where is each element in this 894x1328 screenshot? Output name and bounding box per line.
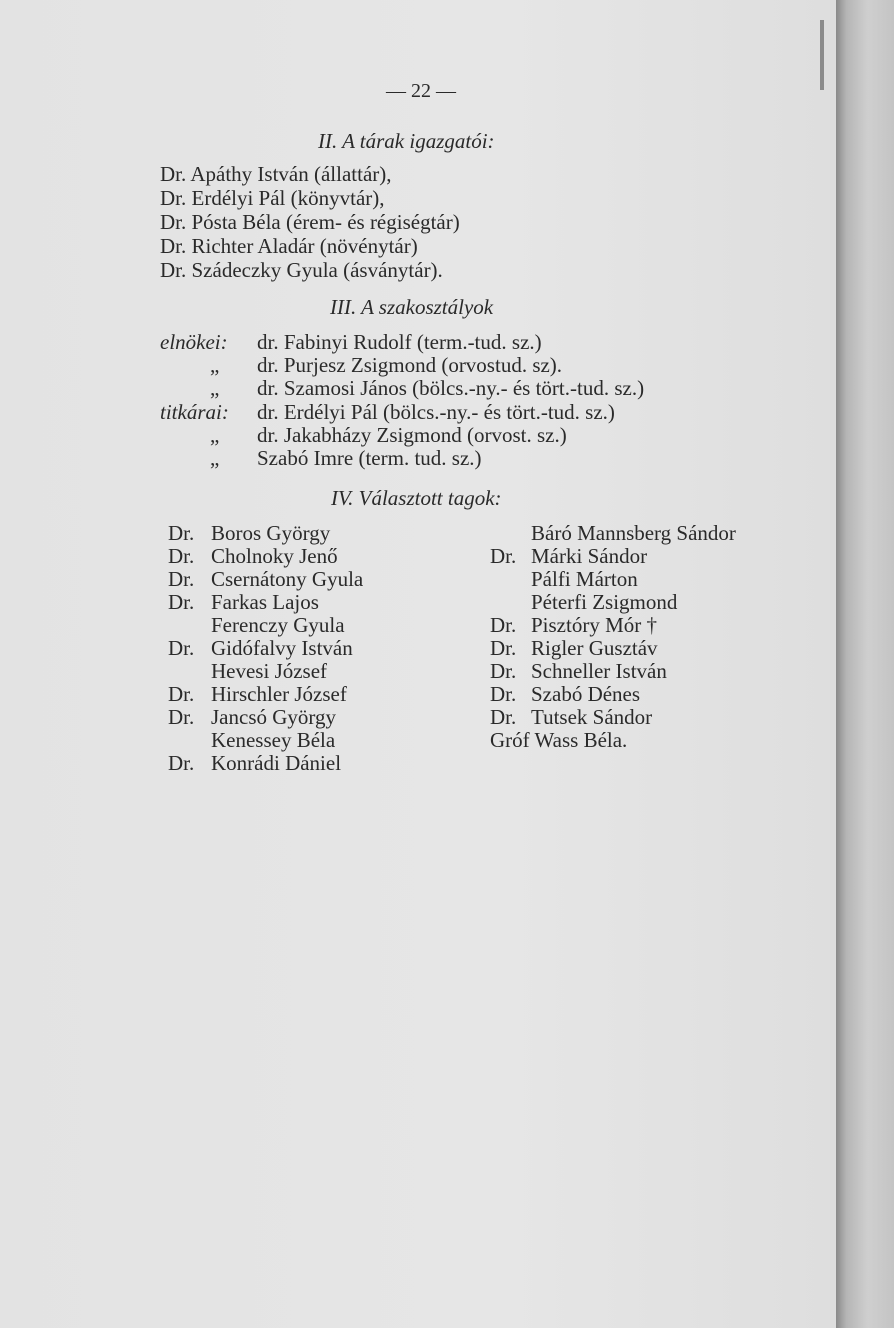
member-prefix: Dr. (168, 521, 195, 545)
section-row-text: dr. Purjesz Zsigmond (orvostud. sz). (257, 353, 563, 377)
member-prefix: Dr. (168, 567, 195, 591)
member-prefix: Dr. (490, 636, 517, 660)
page-number: — 22 — (386, 80, 456, 102)
section-ii-heading: II. A tárak igazgatói: (318, 129, 495, 153)
section-row-text: dr. Szamosi János (bölcs.-ny.- és tört.-tud. sz.) (257, 376, 645, 400)
member-name: Ferenczy Gyula (211, 613, 345, 637)
member-prefix: Dr. (490, 659, 517, 683)
member-name: Tutsek Sándor (531, 705, 653, 729)
member-name: Rigler Gusztáv (531, 636, 658, 660)
ditto-mark: „ (210, 446, 220, 470)
section-row-label: elnökei: (160, 330, 228, 354)
section-row-text: dr. Jakabházy Zsigmond (orvost. sz.) (257, 423, 567, 447)
member-prefix: Dr. (168, 751, 195, 775)
section-iii-heading: III. A szakosztályok (330, 295, 494, 319)
ditto-mark: „ (210, 423, 220, 447)
section-row-text: dr. Fabinyi Rudolf (term.-tud. sz.) (257, 330, 542, 354)
member-prefix: Dr. (168, 705, 195, 729)
member-name: Pálfi Márton (531, 567, 638, 591)
member-prefix: Dr. (168, 636, 195, 660)
member-name: Schneller István (531, 659, 667, 683)
member-name: Szabó Dénes (531, 682, 641, 706)
member-name: Cholnoky Jenő (211, 544, 338, 568)
member-name: Boros György (211, 521, 331, 545)
member-name: Hirschler József (211, 682, 347, 706)
member-name: Farkas Lajos (211, 590, 319, 614)
member-prefix: Dr. (168, 544, 195, 568)
director-line: Dr. Richter Aladár (növénytár) (160, 234, 418, 258)
member-name: Jancsó György (211, 705, 337, 729)
member-name: Márki Sándor (531, 544, 648, 568)
member-name: Pisztóry Mór † (531, 613, 657, 637)
member-name: Péterfi Zsigmond (531, 590, 678, 614)
director-line: Dr. Pósta Béla (érem- és régiségtár) (160, 210, 460, 234)
ditto-mark: „ (210, 353, 220, 377)
section-iv-heading: IV. Választott tagok: (331, 486, 502, 510)
section-row-text: Szabó Imre (term. tud. sz.) (257, 446, 482, 470)
ditto-mark: „ (210, 376, 220, 400)
member-prefix: Dr. (168, 682, 195, 706)
member-name: Hevesi József (211, 659, 328, 683)
member-prefix: Dr. (490, 613, 517, 637)
book-gutter (836, 0, 894, 1328)
section-row-text: dr. Erdélyi Pál (bölcs.-ny.- és tört.-tud. sz.) (257, 400, 615, 424)
director-line: Dr. Szádeczky Gyula (ásványtár). (160, 258, 443, 282)
scan-mark (820, 20, 824, 90)
member-name: Kenessey Béla (211, 728, 336, 752)
member-name: Báró Mannsberg Sándor (531, 521, 736, 545)
member-name: Gróf Wass Béla. (490, 728, 628, 752)
member-prefix: Dr. (490, 705, 517, 729)
member-name: Csernátony Gyula (211, 567, 364, 591)
member-name: Konrádi Dániel (211, 751, 342, 775)
section-row-label: titkárai: (160, 400, 229, 424)
member-prefix: Dr. (168, 590, 195, 614)
member-prefix: Dr. (490, 544, 517, 568)
director-line: Dr. Apáthy István (állattár), (160, 162, 392, 186)
director-line: Dr. Erdélyi Pál (könyvtár), (160, 186, 385, 210)
member-name: Gidófalvy István (211, 636, 353, 660)
member-prefix: Dr. (490, 682, 517, 706)
